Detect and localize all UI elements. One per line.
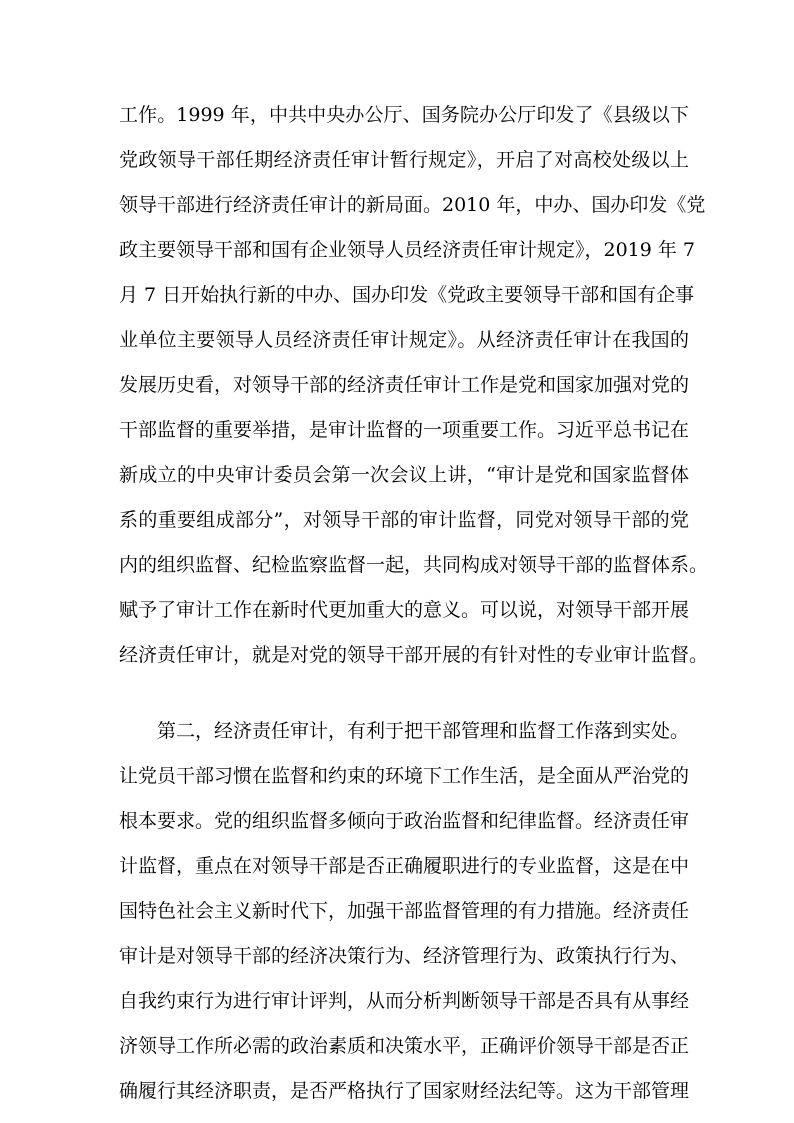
- document-body: [119, 93, 709, 1114]
- text-line: 确履行其经济职责，是否严格执行了国家财经法纪等。这为干部管理: [119, 1080, 690, 1102]
- text-line: 工作。1999 年，中共中央办公厅、国务院办公厅印发了《县级以下: [119, 104, 689, 126]
- text-line: 济领导工作所必需的政治素质和决策水平，正确评价领导干部是否正: [119, 1035, 690, 1057]
- text-line: 系的重要组成部分”，对领导干部的审计监督，同党对领导干部的党: [119, 509, 689, 531]
- text-line: 政主要领导干部和国有企业领导人员经济责任审计规定》，2019 年 7: [119, 239, 696, 261]
- paragraph-gap: [119, 678, 689, 709]
- text-line: 内的组织监督、纪检监察监督一起，共同构成对领导干部的监督体系。: [119, 554, 709, 576]
- text-line: 计监督，重点在对领导干部是否正确履职进行的专业监督，这是在中: [119, 855, 690, 877]
- text-line: 发展历史看，对领导干部的经济责任审计工作是党和国家加强对党的: [119, 374, 690, 396]
- text-line: 赋予了审计工作在新时代更加重大的意义。可以说，对领导干部开展: [119, 599, 690, 621]
- text-line: 经济责任审计，就是对党的领导干部开展的有针对性的专业审计监督。: [119, 644, 709, 666]
- text-line: 根本要求。党的组织监督多倾向于政治监督和纪律监督。经济责任审: [119, 810, 690, 832]
- text-line: 干部监督的重要举措，是审计监督的一项重要工作。习近平总书记在: [119, 419, 690, 441]
- text-line: 新成立的中央审计委员会第一次会议上讲，“审计是党和国家监督体: [119, 464, 689, 486]
- text-line: 自我约束行为进行审计评判，从而分析判断领导干部是否具有从事经: [119, 990, 690, 1012]
- text-line: 党政领导干部任期经济责任审计暂行规定》，开启了对高校处级以上: [119, 149, 689, 171]
- text-line: 国特色社会主义新时代下，加强干部监督管理的有力措施。经济责任: [119, 900, 690, 922]
- text-line: 让党员干部习惯在监督和约束的环境下工作生活，是全面从严治党的: [119, 765, 690, 787]
- text-line: 业单位主要领导人员经济责任审计规定》。从经济责任审计在我国的: [119, 329, 689, 351]
- text-line: 第二，经济责任审计，有利于把干部管理和监督工作落到实处。: [119, 720, 690, 742]
- text-line: 审计是对领导干部的经济决策行为、经济管理行为、政策执行行为、: [119, 945, 690, 967]
- text-line: 领导干部进行经济责任审计的新局面。2010 年，中办、国办印发《党: [119, 194, 706, 216]
- text-line: 月 7 日开始执行新的中办、国办印发《党政主要领导干部和国有企事: [119, 284, 695, 306]
